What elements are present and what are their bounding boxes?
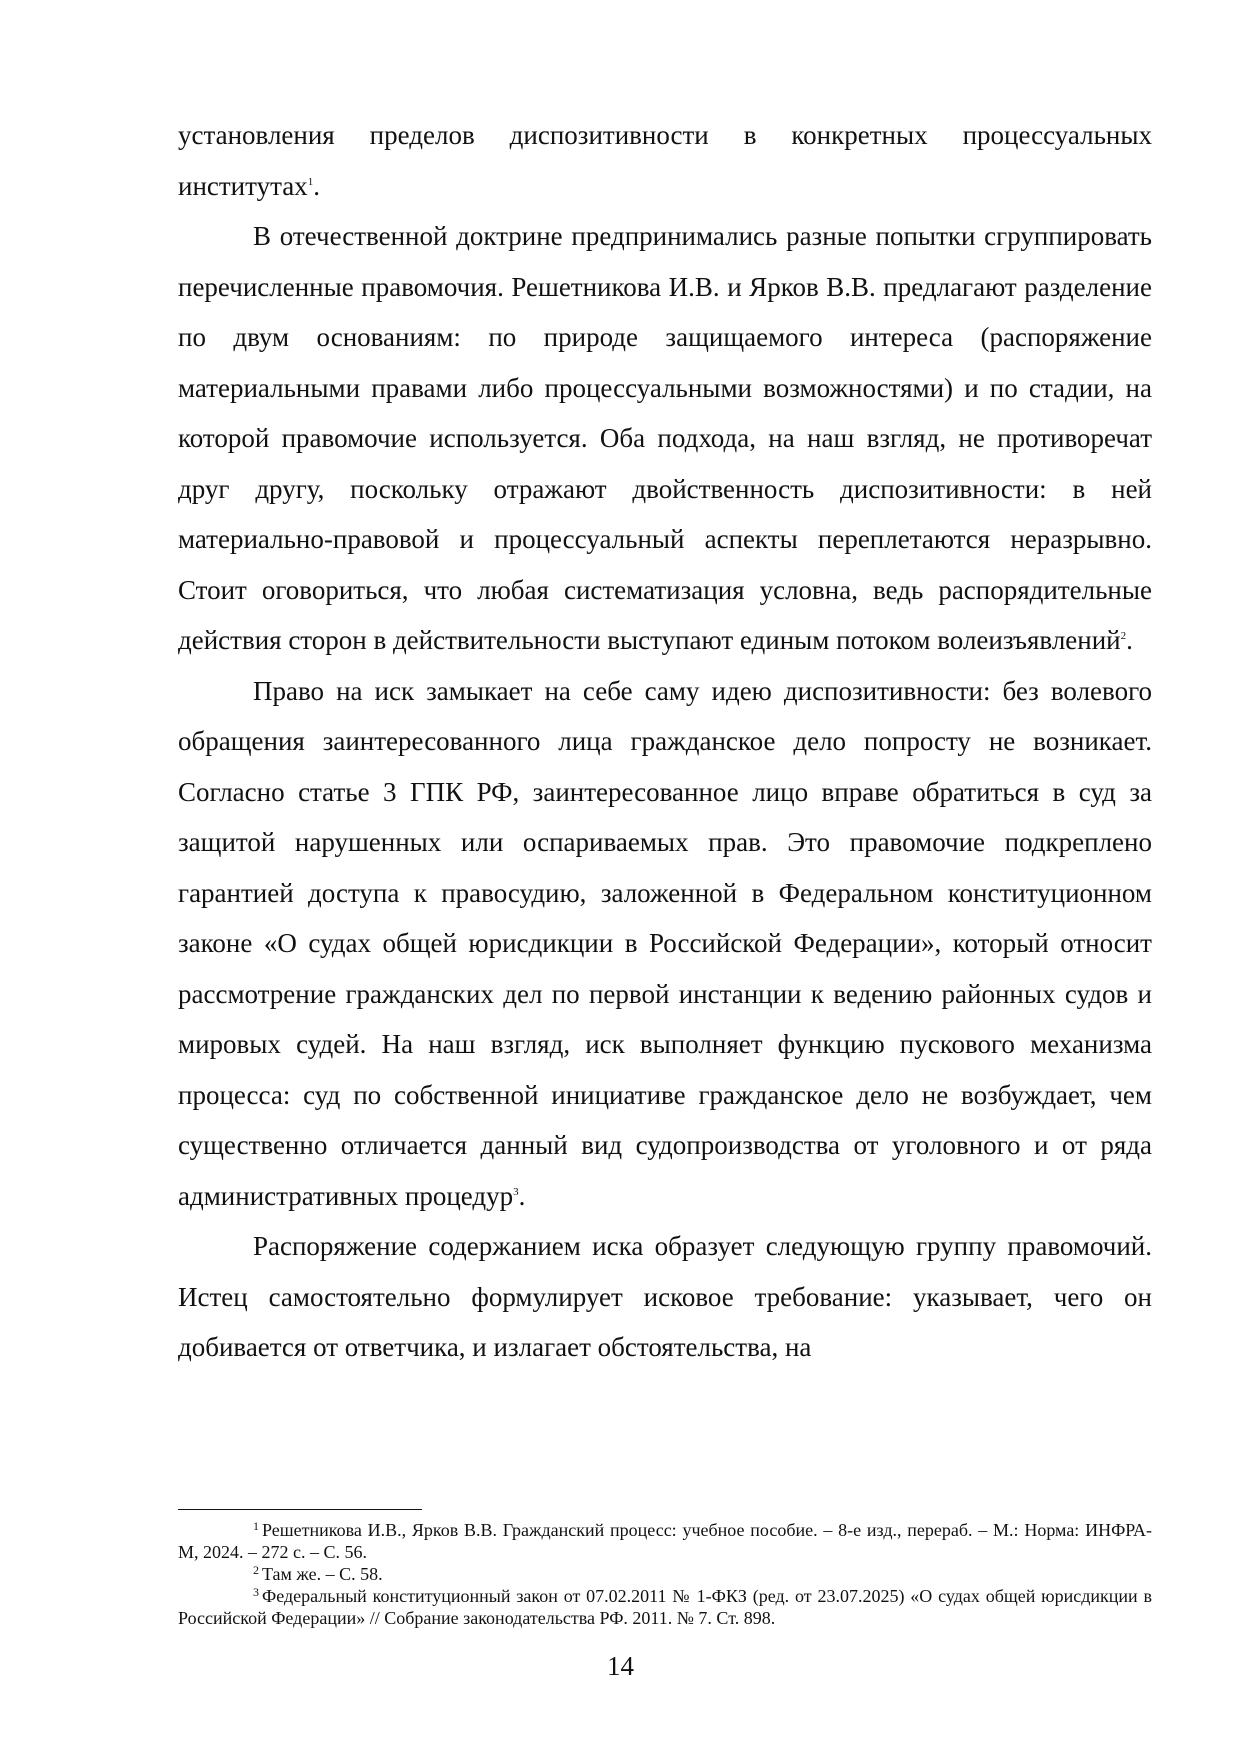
paragraph-1-end: .: [313, 170, 320, 201]
footnote-1-text: Решетникова И.В., Ярков В.В. Гражданский процесс: учебное пособие. – 8-е изд., перераб. – М.: Норма: ИНФРА-М, 2024. – 272 с. – С. 56.: [178, 1520, 1152, 1562]
paragraph-2: [178, 211, 1152, 666]
paragraph-3: [178, 666, 1152, 1222]
document-page: [178, 110, 1152, 1373]
footnote-3-number: 3: [253, 1585, 259, 1599]
footnote-2-text: Там же. – С. 58.: [262, 1564, 383, 1584]
footnote-ref-3[interactable]: 3: [513, 1185, 519, 1198]
body-text: [178, 110, 1152, 1373]
paragraph-3-end: .: [518, 1180, 526, 1211]
footnote-ref-1[interactable]: 1: [307, 175, 314, 188]
footnote-3: [178, 1585, 1152, 1629]
paragraph-4: [178, 1221, 1152, 1373]
paragraph-1-text: установления пределов диспозитивности в конкретных процессуальных институтах: [178, 120, 1152, 201]
footnotes-section: [178, 1509, 1152, 1629]
footnote-2-number: 2: [253, 1563, 259, 1577]
paragraph-3-text: Право на иск замыкает на себе саму идею диспозитивности: без волевого обращения заинтересованного лица гражданское дело попросту не возникает. Согласно статье 3 ГПК РФ, заинтересованное лицо вправе обратиться в суд за защитой нарушенных или оспариваемых прав. Это правомочие подкреплено гарантией доступа к правосудию, заложенной в Федеральном конституционном законе «О судах общей юрисдикции в Российской Федерации», который относит рассмотрение гражданских дел по первой инстанции к ведению районных судов и мировых судей. На наш взгляд, иск выполняет функцию пускового механизма процесса: суд по собственной инициативе гражданское дело не возбуждает, чем существенно отличается данный вид судопроизводства от уголовного и от ряда административных процедур: [178, 675, 1152, 1211]
paragraph-2-text: В отечественной доктрине предпринимались разные попытки сгруппировать перечисленные правомочия. Решетникова И.В. и Ярков В.В. предлагают разделение по двум основаниям: по природе защищаемого интереса (распоряжение материальными правами либо процессуальными возможностями) и по стадии, на которой правомочие используется. Оба подхода, на наш взгляд, не противоречат друг другу, поскольку отражают двойственность диспозитивности: в ней материально-правовой и процессуальный аспекты переплетаются неразрывно. Стоит оговориться, что любая систематизация условна, ведь распорядительные действия сторон в действительности выступают единым потоком волеизъявлений: [178, 221, 1152, 655]
footnote-2: [178, 1563, 1152, 1585]
page-number: 14: [607, 1651, 634, 1681]
footnote-1: [178, 1519, 1152, 1563]
paragraph-2-end: .: [1126, 625, 1133, 655]
paragraph-4-text: Распоряжение содержанием иска образует следующую группу правомочий. Истец самостоятельно формулирует исковое требование: указывает, чего он добивается от ответчика, и излагает обстоятельства, на: [178, 1231, 1152, 1362]
footnote-3-text: Федеральный конституционный закон от 07.02.2011 № 1-ФКЗ (ред. от 23.07.2025) «О судах общей юрисдикции в Российской Федерации» // Собрание законодательства РФ. 2011. № 7. Ст. 898.: [178, 1586, 1152, 1628]
paragraph-1: [178, 110, 1152, 211]
footnote-1-number: 1: [253, 1519, 259, 1533]
footnote-separator: [178, 1509, 422, 1510]
footnote-ref-2[interactable]: 2: [1120, 630, 1127, 642]
